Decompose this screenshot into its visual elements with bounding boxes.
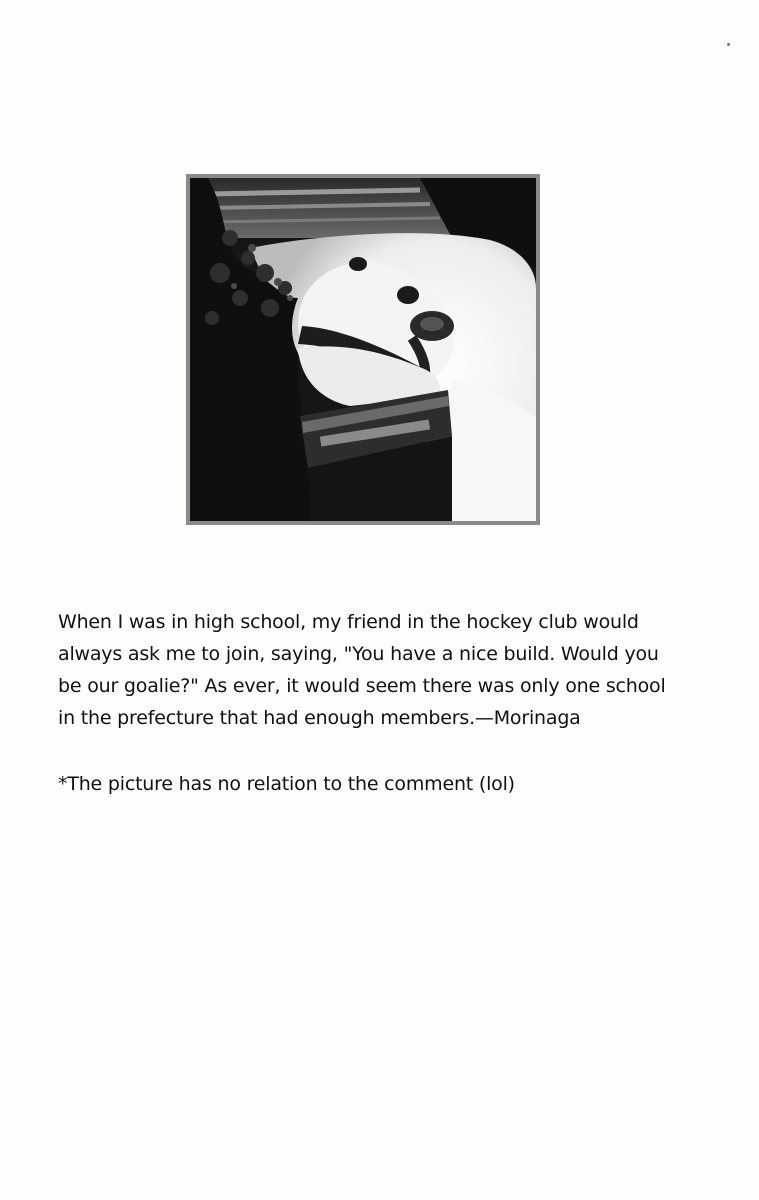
panda-statue-photo — [190, 178, 536, 521]
comment-line: be our goalie?" As ever, it would seem there was only one school — [58, 675, 666, 697]
comment-line: When I was in high school, my friend in the hockey club would — [58, 611, 639, 633]
footnote: *The picture has no relation to the comment (lol) — [58, 773, 515, 795]
comment-line: always ask me to join, saying, "You have a nice build. Would you — [58, 643, 659, 665]
author-comment — [58, 606, 718, 734]
scan-speck — [727, 43, 730, 46]
comment-line: in the prefecture that had enough members.—Morinaga — [58, 707, 581, 729]
photo-panda-bench — [186, 174, 540, 525]
